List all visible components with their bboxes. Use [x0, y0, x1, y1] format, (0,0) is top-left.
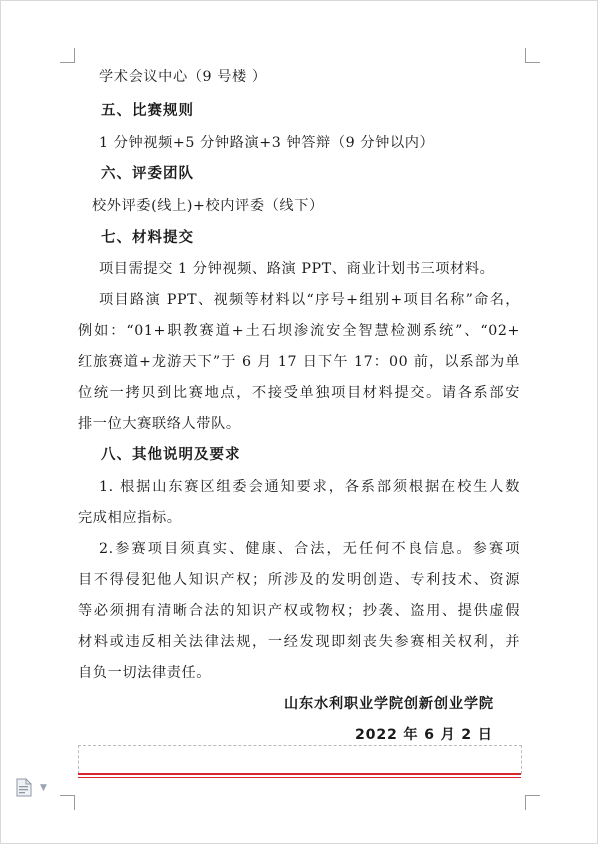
text-line: 例如：“01+职教赛道+土石坝渗流安全智慧检测系统”、“02+: [78, 323, 520, 339]
text-line: 校外评委(线上)+校内评委（线下）: [92, 198, 324, 214]
text-line: 2.参赛项目须真实、健康、合法，无任何不良信息。参赛项: [99, 541, 520, 557]
section-heading: 七、材料提交: [101, 230, 194, 246]
signature-org: 山东水利职业学院创新创业学院: [284, 696, 494, 712]
text-line: 1. 根据山东赛区组委会通知要求，各系部须根据在校生人数: [99, 479, 520, 495]
footer-rule-thin: [78, 777, 521, 778]
text-line: 等必须拥有清晰合法的知识产权或物权；抄袭、盗用、提供虚假: [78, 603, 520, 619]
section-heading: 八、其他说明及要求: [101, 447, 241, 463]
text-line: 红旅赛道+龙游天下”于 6 月 17 日下午 17：00 前，以系部为单: [78, 354, 520, 370]
crop-mark-bottom-right: [525, 795, 540, 810]
chevron-down-icon[interactable]: ▼: [40, 783, 47, 793]
text-line: 自负一切法律责任。: [78, 665, 212, 681]
footer-rule-thick: [78, 773, 521, 775]
text-line: 1 分钟视频+5 分钟路演+3 钟答辩（9 分钟以内）: [99, 135, 435, 151]
section-heading: 六、评委团队: [101, 166, 194, 182]
document-icon[interactable]: [16, 778, 32, 797]
text-line: 项目需提交 1 分钟视频、路演 PPT、商业计划书三项材料。: [99, 261, 495, 277]
section-heading: 五、比赛规则: [101, 103, 194, 119]
text-line: 完成相应指标。: [78, 510, 182, 526]
text-line: 材料或违反相关法律法规，一经发现即刻丧失参赛相关权利，并: [78, 634, 520, 650]
text-line: 位统一拷贝到比赛地点，不接受单独项目材料提交。请各系部安: [78, 385, 520, 401]
footer-area[interactable]: [78, 745, 522, 774]
text-line: 项目路演 PPT、视频等材料以“序号+组别+项目名称”命名，: [99, 292, 520, 308]
text-line: 排一位大赛联络人带队。: [78, 416, 241, 432]
signature-date: 2022 年 6 月 2 日: [355, 727, 493, 743]
crop-mark-top-left: [60, 48, 75, 63]
crop-mark-bottom-left: [60, 795, 75, 810]
crop-mark-top-right: [525, 48, 540, 63]
text-line: 学术会议中心（9 号楼 ）: [99, 69, 267, 85]
text-line: 目不得侵犯他人知识产权；所涉及的发明创造、专利技术、资源: [78, 572, 520, 588]
